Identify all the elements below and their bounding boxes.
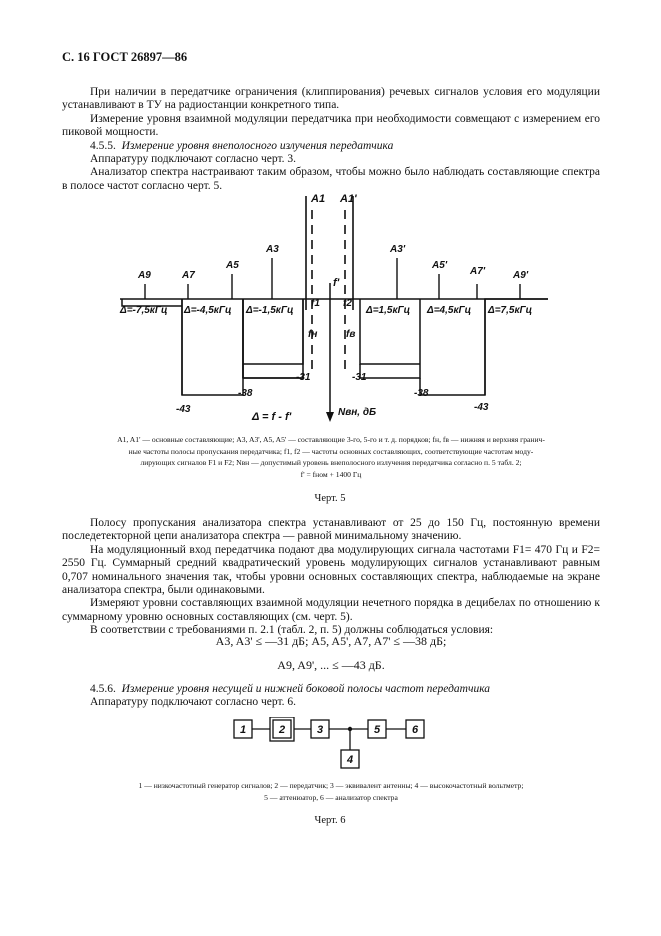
- label-fn: fн: [308, 329, 318, 340]
- level-m43-left: -43: [176, 404, 191, 415]
- level-m43-right: -43: [474, 402, 489, 413]
- axis-arrow-icon: [326, 412, 334, 422]
- axis-label: Nвн, дБ: [338, 407, 377, 418]
- caption-line: 5 — аттенюатор, 6 — анализатор спектра: [264, 792, 398, 802]
- section-title: Измерение уровня несущей и нижней боковой полосы частот передатчика: [121, 683, 491, 695]
- level-m38-right: -38: [414, 388, 429, 399]
- level-m38-left: -38: [238, 388, 253, 399]
- caption-line: лирующих сигналов F1 и F2; Nвн — допустимый уровень внеполосного излучения передатчика согласно п. 5 табл. 2;: [140, 458, 522, 467]
- delta-r15: Δ=1,5кГц: [366, 305, 411, 316]
- label-a3: A3: [266, 244, 279, 255]
- label-fprime: f': [333, 277, 340, 289]
- level-m31-right: -31: [352, 372, 367, 383]
- box-6-label: 6: [411, 724, 419, 736]
- figure-5-label: Черт. 5: [314, 493, 346, 504]
- figure-6-label: Черт. 6: [314, 815, 346, 826]
- paragraph-text: Измерение уровня взаимной модуляции передатчика при необходимости совмещают с измерением его пиковой мощности.: [62, 112, 600, 139]
- paragraph-text: Аппаратуру подключают согласно черт. 6.: [90, 696, 296, 709]
- section-heading: [62, 683, 600, 696]
- label-a5: A5: [226, 260, 239, 271]
- box-3-label: 3: [316, 724, 324, 736]
- page-header: С. 16 ГОСТ 26897—86: [62, 50, 188, 64]
- section-number: 4.5.6.: [90, 683, 116, 695]
- paragraph-text: Измеряют уровни составляющих взаимной модуляции нечетного порядка в децибелах по отношению к суммарному уровню основных составляющих (см. черт. 5).: [62, 597, 600, 623]
- delta-r45: Δ=4,5кГц: [427, 305, 472, 316]
- figure-6-diagram: [225, 717, 440, 772]
- equation-1: A3, A3' ≤ —31 дБ; A5, A5', A7, A7' ≤ —38 дБ;: [215, 634, 447, 648]
- section-heading: [62, 140, 600, 153]
- label-a1p: A1': [340, 193, 357, 205]
- paragraph-text: Анализатор спектра настраивают таким образом, чтобы можно было наблюдать составляющие спектра в полосе частот согласно черт. 5.: [62, 166, 600, 192]
- label-a3p: A3': [390, 244, 406, 255]
- delta-r75: Δ=7,5кГц: [488, 305, 533, 316]
- figure-5-caption: [60, 434, 602, 480]
- equation-2: A9, A9', ... ≤ —43 дБ.: [277, 658, 385, 672]
- paragraph-text: Полосу пропускания анализатора спектра устанавливают от 25 до 150 Гц, постоянную времени последетекторной цепи анализатора спектра — равной минимальному значению.: [62, 517, 600, 543]
- label-a7: A7: [182, 270, 195, 281]
- section-number: 4.5.5.: [90, 139, 116, 152]
- level-m31-left: -31: [296, 372, 311, 383]
- delta-l15: Δ=-1,5кГц: [246, 305, 294, 316]
- paragraph-text: На модуляционный вход передатчика подают два модулирующих сигнала частотами F1= 470 Гц и F2= 2550 Гц. Суммарный средний квадратический уровень модулирующих сигналов устанавливают равным 0,707 номинального значения так, чтобы уровни основных составляющих спектра, наблюдаемые на экране анализатора спектра, были одинаковыми.: [62, 543, 600, 597]
- label-f1: f1: [311, 298, 320, 309]
- box-2-label: 2: [278, 724, 286, 736]
- paragraph-text: При наличии в передатчике ограничения (клиппирования) речевых сигналов условия его модуляции устанавливают в ТУ на радиостанции конкретного типа.: [62, 86, 600, 112]
- section-title: Измерение уровня внеполосного излучения передатчика: [121, 139, 394, 152]
- label-a9p: A9': [513, 270, 529, 281]
- label-a1: A1: [311, 193, 326, 205]
- delta-formula: Δ = f - f': [252, 411, 292, 423]
- section-456: [62, 683, 600, 710]
- caption-line: A1, A1' — основные составляющие; A3, A3', A5, A5' — составляющие 3-го, 5-го и т. д. порядков; fн, fв — нижняя и верхняя гранич-: [117, 435, 545, 444]
- box-5-label: 5: [373, 724, 381, 736]
- caption-line: f' = fном + 1400 Гц: [300, 469, 362, 479]
- figure-5-diagram: [100, 188, 570, 428]
- box-1-label: 1: [239, 724, 247, 736]
- delta-l75: Δ=-7,5кГц: [120, 305, 168, 316]
- junction-dot: [348, 727, 352, 731]
- label-a9: A9: [138, 270, 151, 281]
- label-f2: f2: [343, 298, 352, 309]
- paragraph-text: В соответствии с требованиями п. 2.1 (табл. 2, п. 5) должны соблюдаться условия:: [90, 624, 494, 637]
- paragraph-clipping: [62, 86, 600, 193]
- figure-6-caption: [60, 780, 602, 803]
- caption-line: ные частоты полосы пропускания передатчика; f1, f2 — частоты основных составляющих, соответствующие частотам моду-: [128, 446, 534, 456]
- paragraph-text: Аппаратуру подключают согласно черт. 3.: [90, 153, 296, 166]
- label-fv: fв: [346, 329, 356, 340]
- delta-l45: Δ=-4,5кГц: [184, 305, 232, 316]
- label-a5p: A5': [432, 260, 448, 271]
- paragraph-block-2: [62, 517, 600, 638]
- caption-line: 1 — низкочастотный генератор сигналов; 2 — передатчик; 3 — эквивалент антенны; 4 — высокочастотный вольтметр;: [138, 781, 524, 790]
- label-a7p: A7': [470, 266, 486, 277]
- box-4-label: 4: [346, 754, 354, 766]
